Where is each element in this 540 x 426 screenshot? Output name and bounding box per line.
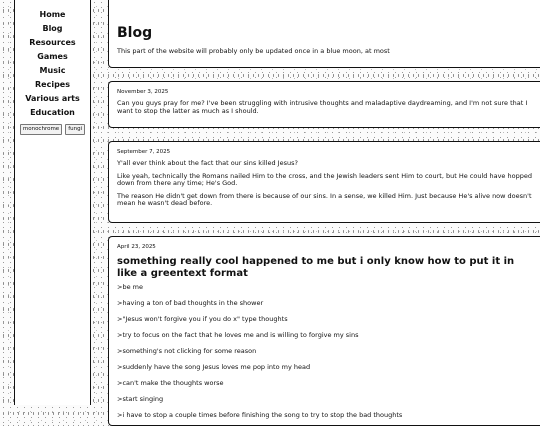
greentext-line: >be me bbox=[117, 283, 143, 291]
post-paragraph: Can you guys pray for me? I've been struggling with intrusive thoughts and maladaptive daydreaming, and I'm not sure that I want to stop the latter as much as I should. bbox=[117, 99, 528, 115]
post-paragraph: Y'all ever think about the fact that our sins killed Jesus? bbox=[117, 159, 298, 167]
greentext-line: >try to focus on the fact that he loves me and is willing to forgive my sins bbox=[117, 331, 359, 339]
blog-post bbox=[108, 81, 540, 128]
greentext-line: >suddenly have the song Jesus loves me pop into my head bbox=[117, 363, 311, 371]
greentext-list bbox=[117, 283, 535, 419]
sidebar-nav bbox=[15, 0, 90, 120]
greentext-line: >"Jesus won't forgive you if you do x" type thoughts bbox=[117, 315, 288, 323]
post-title: something really cool happened to me but i only know how to put it in like a greentext format bbox=[117, 256, 515, 279]
page-title: Blog bbox=[117, 25, 153, 41]
nav-link-home[interactable]: Home bbox=[39, 10, 66, 19]
monochrome-button[interactable]: monochrome bbox=[20, 124, 62, 135]
blog-header-card bbox=[108, 0, 540, 68]
post-date: September 7, 2025 bbox=[117, 149, 171, 155]
post-paragraph: Like yeah, technically the Romans nailed Him to the cross, and the Jewish leaders sent Him to court, but He could have hopped down from there any time; He's God. bbox=[117, 171, 532, 187]
post-paragraph: The reason He didn't get down from there is because of our sins. In a sense, we killed Him. Just because He's alive now doesn't mean he wasn't dead before. bbox=[117, 191, 532, 207]
page-intro: This part of the website will probably only be updated once in a blue moon, at most bbox=[117, 47, 390, 55]
theme-buttons bbox=[15, 124, 90, 135]
blog-post bbox=[108, 236, 540, 426]
blog-post bbox=[108, 141, 540, 223]
post-date: November 3, 2025 bbox=[117, 89, 169, 95]
nav-link-recipes[interactable]: Recipes bbox=[35, 80, 70, 89]
greentext-line: >can't make the thoughts worse bbox=[117, 379, 224, 387]
nav-link-blog[interactable]: Blog bbox=[42, 24, 63, 33]
nav-link-music[interactable]: Music bbox=[39, 66, 66, 75]
greentext-line: >something's not clicking for some reason bbox=[117, 347, 257, 355]
nav-link-various-arts[interactable]: Various arts bbox=[25, 94, 80, 103]
post-date: April 23, 2025 bbox=[117, 244, 156, 250]
greentext-line: >i have to stop a couple times before finishing the song to try to stop the bad thoughts bbox=[117, 411, 403, 419]
nav-link-resources[interactable]: Resources bbox=[29, 38, 76, 47]
greentext-line: >having a ton of bad thoughts in the shower bbox=[117, 299, 264, 307]
greentext-line: >start singing bbox=[117, 395, 164, 403]
nav-link-games[interactable]: Games bbox=[37, 52, 68, 61]
sidebar bbox=[14, 0, 91, 405]
nav-link-education[interactable]: Education bbox=[30, 108, 75, 117]
fungi-button[interactable]: fungi bbox=[65, 124, 85, 135]
